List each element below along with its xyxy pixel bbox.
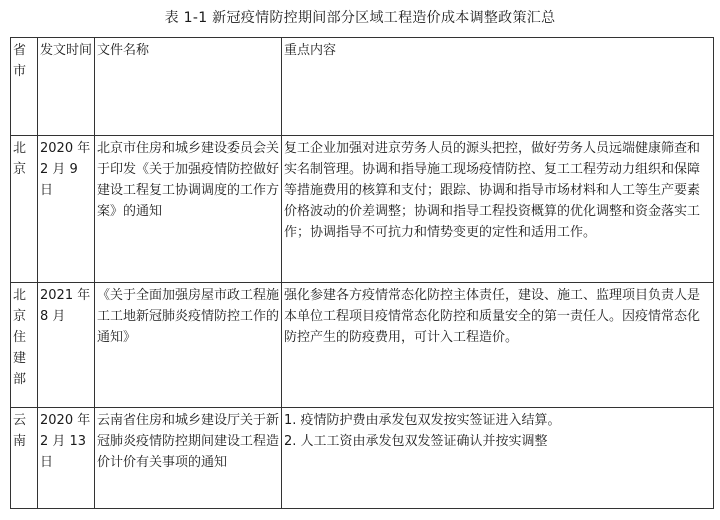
column-header-province: 省市: [11, 38, 38, 136]
table-row: [11, 408, 714, 509]
content-paragraph: 强化参建各方疫情常态化防控主体责任，建设、施工、监理项目负责人是本单位工程项目疫情常态化防控和质量安全的第一责任人。因疫情常态化防控产生的防疫费用，可计入工程造价。: [284, 288, 701, 345]
cell-content: [282, 283, 714, 408]
content-paragraph: 复工企业加强对进京劳务人员的源头把控，做好劳务人员远端健康筛查和实名制管理。协调和指导施工现场疫情防控、复工工程劳动力组织和保障等措施费用的核算和支付；跟踪、协调和指导市场材料和人工等生产要素价格波动的价差调整；协调和指导工程投资概算的优化调整和资金落实工作；协调指导不可抗力和情势变更的定性和适用工作。: [284, 141, 701, 240]
cell-content: [282, 136, 714, 283]
cell-content: [282, 408, 714, 509]
content-line: 1. 疫情防护费由承发包双发按实签证进入结算。: [284, 413, 561, 428]
cell-document: 北京市住房和城乡建设委员会关于印发《关于加强疫情防控做好建设工程复工协调调度的工作方案》的通知: [95, 136, 282, 283]
content-line: 2. 人工工资由承发包双发签证确认并按实调整: [284, 434, 548, 449]
table-header-row: [11, 38, 714, 136]
policy-table: [10, 37, 714, 509]
cell-date: 2020 年 2 月 9 日: [38, 136, 95, 283]
table-row: [11, 136, 714, 283]
column-header-content: 重点内容: [282, 38, 714, 136]
cell-document: 云南省住房和城乡建设厅关于新冠肺炎疫情防控期间建设工程造价计价有关事项的通知: [95, 408, 282, 509]
cell-date: 2021 年 8 月: [38, 283, 95, 408]
cell-date: 2020 年 2 月 13 日: [38, 408, 95, 509]
column-header-document: 文件名称: [95, 38, 282, 136]
cell-province: 云南: [11, 408, 38, 509]
table-caption: 表 1-1 新冠疫情防控期间部分区域工程造价成本调整政策汇总: [164, 10, 556, 26]
column-header-date: 发文时间: [38, 38, 95, 136]
cell-province: 北京住建部: [11, 283, 38, 408]
cell-province: 北京: [11, 136, 38, 283]
table-row: [11, 283, 714, 408]
cell-document: 《关于全面加强房屋市政工程施工工地新冠肺炎疫情防控工作的通知》: [95, 283, 282, 408]
